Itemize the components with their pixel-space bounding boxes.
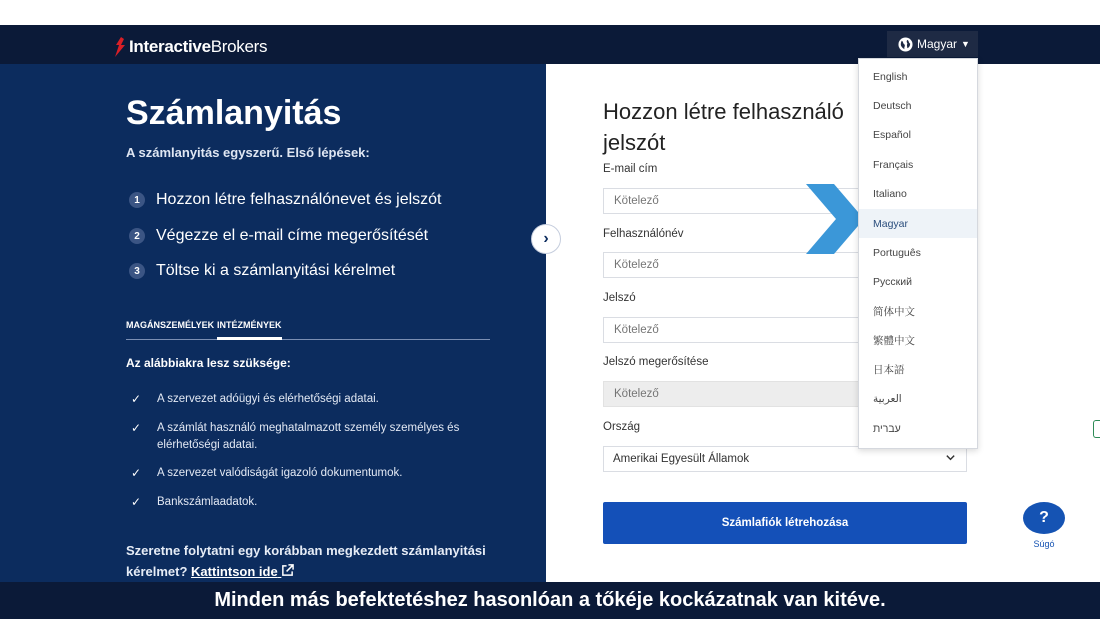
external-link-icon bbox=[281, 564, 294, 577]
step-3 bbox=[129, 262, 395, 280]
username-label: Felhasználónév bbox=[603, 228, 684, 240]
language-option-simplified-chinese[interactable]: 简体中文 bbox=[873, 306, 915, 318]
language-option-portugues[interactable]: Português bbox=[873, 246, 921, 259]
language-option-english[interactable]: English bbox=[873, 70, 908, 83]
check-icon: ✓ bbox=[131, 466, 142, 480]
step-text: Hozzon létre felhasználónevet és jelszót bbox=[156, 191, 442, 208]
continue-text: Szeretne folytatni egy korábban megkezdett számlanyitási kérelmet? bbox=[126, 543, 486, 579]
ib-logo-icon bbox=[114, 37, 126, 57]
next-arrow-button[interactable] bbox=[531, 224, 561, 254]
requirement-item-continued bbox=[157, 437, 257, 454]
language-option-italiano[interactable]: Italiano bbox=[873, 187, 907, 200]
language-option-magyar[interactable]: Magyar bbox=[859, 209, 977, 238]
language-option-japanese[interactable]: 日本語 bbox=[873, 364, 905, 376]
video-caption: Minden más befektetéshez hasonlóan a tőkéje kockázatnak van kitéve. bbox=[0, 582, 1100, 619]
language-button-label: Magyar bbox=[917, 37, 958, 51]
confirm-password-label: Jelszó megerősítése bbox=[603, 356, 709, 368]
email-label: E-mail cím bbox=[603, 163, 658, 175]
help-widget[interactable] bbox=[1023, 502, 1065, 552]
account-type-tabs bbox=[126, 320, 490, 340]
requirements-title: Az alábbiakra lesz szüksége: bbox=[126, 356, 291, 370]
requirement-item bbox=[131, 465, 402, 482]
side-tab[interactable] bbox=[1093, 420, 1100, 438]
requirement-text: A szervezet valódiságát igazoló dokumentumok. bbox=[157, 467, 403, 479]
ib-logo[interactable] bbox=[114, 36, 267, 58]
language-option-russian[interactable]: Русский bbox=[873, 275, 912, 288]
check-icon: ✓ bbox=[131, 495, 142, 509]
globe-icon bbox=[898, 37, 913, 52]
step-text: Töltse ki a számlanyitási kérelmet bbox=[156, 262, 396, 279]
page-subtitle: A számlanyitás egyszerű. Első lépések: bbox=[126, 145, 370, 160]
form-title-line1: Hozzon létre felhasználó bbox=[603, 99, 844, 124]
page-title: Számlanyitás bbox=[126, 94, 342, 132]
help-bubble-icon: ? bbox=[1023, 502, 1065, 534]
language-option-francais[interactable]: Français bbox=[873, 158, 914, 171]
continue-link[interactable] bbox=[191, 564, 294, 579]
language-option-traditional-chinese[interactable]: 繁體中文 bbox=[873, 335, 915, 347]
continue-link-label: Kattintson ide bbox=[191, 564, 278, 579]
language-option-hebrew[interactable]: עברית bbox=[873, 422, 901, 435]
country-label: Ország bbox=[603, 421, 641, 433]
step-number: 2 bbox=[129, 228, 145, 244]
requirement-text: A számlát használó meghatalmazott személy személyes és bbox=[157, 422, 460, 434]
language-dropdown bbox=[858, 58, 978, 449]
requirement-item bbox=[131, 391, 379, 408]
step-text: Végezze el e-mail címe megerősítését bbox=[156, 227, 429, 244]
country-value: Amerikai Egyesült Államok bbox=[613, 453, 750, 465]
check-icon: ✓ bbox=[131, 421, 142, 435]
step-number: 1 bbox=[129, 192, 145, 208]
requirement-item bbox=[131, 494, 257, 511]
language-selector[interactable] bbox=[887, 31, 978, 57]
language-option-arabic[interactable]: العربية bbox=[873, 392, 902, 405]
step-1 bbox=[129, 191, 442, 209]
tab-institutions[interactable]: INTÉZMÉNYEK bbox=[217, 320, 282, 340]
step-number: 3 bbox=[129, 263, 145, 279]
requirement-item bbox=[131, 420, 459, 437]
language-option-espanol[interactable]: Español bbox=[873, 128, 911, 141]
caret-down-icon: ▼ bbox=[961, 39, 970, 49]
requirement-text: A szervezet adóügyi és elérhetőségi adatai. bbox=[157, 393, 379, 405]
country-select[interactable] bbox=[603, 446, 967, 472]
help-label: Súgó bbox=[1033, 539, 1055, 549]
arrow-pointer-icon bbox=[806, 184, 864, 254]
chevron-right-icon: › bbox=[543, 230, 549, 247]
continue-application bbox=[126, 540, 506, 582]
step-2 bbox=[129, 227, 428, 245]
form-title-line2: jelszót bbox=[603, 130, 666, 155]
create-account-button[interactable]: Számlafiók létrehozása bbox=[603, 502, 967, 544]
logo-text-bold: Interactive bbox=[129, 37, 211, 56]
requirement-text: elérhetőségi adatai. bbox=[157, 439, 258, 451]
language-option-deutsch[interactable]: Deutsch bbox=[873, 99, 912, 112]
logo-text-rest: Brokers bbox=[210, 37, 268, 56]
password-label: Jelszó bbox=[603, 292, 636, 304]
check-icon: ✓ bbox=[131, 392, 142, 406]
chevron-down-icon bbox=[945, 452, 956, 466]
top-strip bbox=[0, 0, 1100, 25]
requirement-text: Bankszámlaadatok. bbox=[157, 496, 258, 508]
tab-individuals[interactable]: MAGÁNSZEMÉLYEK bbox=[126, 320, 215, 330]
